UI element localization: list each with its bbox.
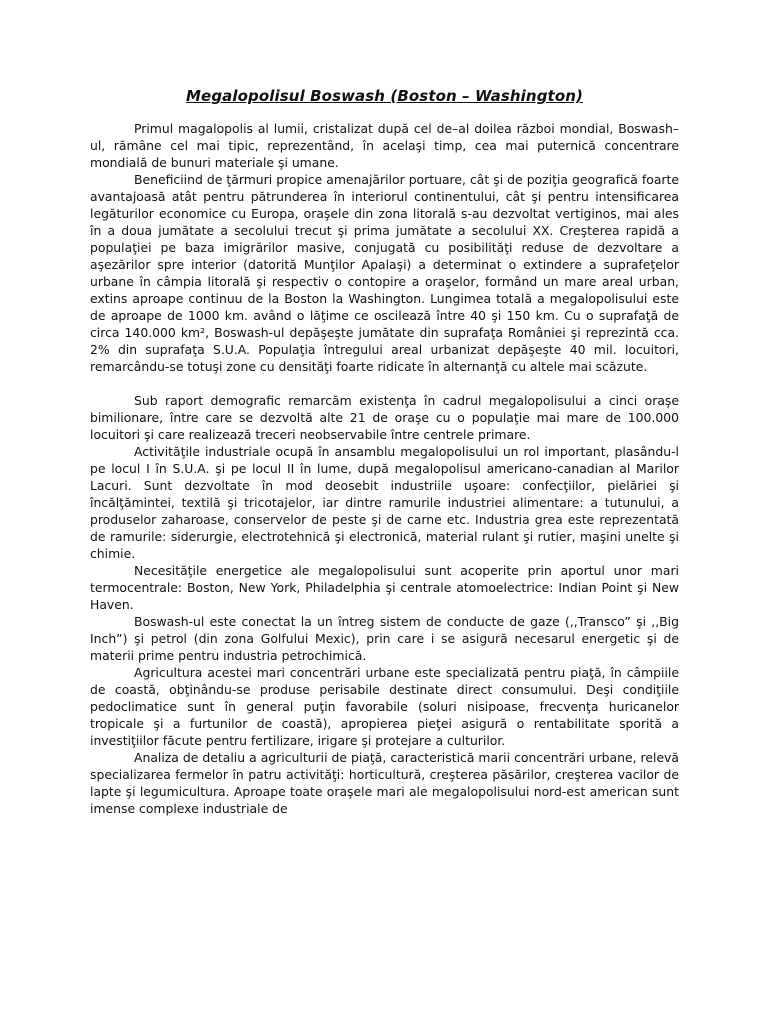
- paragraph-agriculture: Agricultura acestei mari concentrări urbane este specializată pentru piaţă, în câmpiile de coastă, obţinându-se produse perisabile destinate direct consumului. Deşi condiţiile pedoclimatice sunt în general puţin favorabile (soluri nisipoase, frecvenţa huricanelor tropicale şi a furtunilor de coastă), apropierea pieţei asigură o rentabilitate sporită a investiţiilor făcute pentru fertilizare, irigare şi protejare a culturilor.: [90, 665, 679, 748]
- paragraph-industry: Activităţile industriale ocupă în ansamblu megalopolisului un rol important, plasându-l pe locul I în S.U.A. şi pe locul II în lume, după megalopolisul americano-canadian al Marilor Lacuri. Sunt dezvoltate în mod deosebit industriile uşoare: confecţiilor, pielăriei şi încălţămintei, textilă şi tricotajelor, iar dintre ramurile industriei alimentare: a tutunului, a produselor zaharoase, conservelor de peste şi de carne etc. Industria grea este reprezentată de ramurile: siderurgie, electrotehnică şi electronică, material rulant şi rutier, maşini unelte şi chimie.: [90, 444, 679, 561]
- paragraph-intro: Primul magalopolis al lumii, cristalizat după cel de–al doilea război mondial, Boswash–ul, rămâne cel mai tipic, reprezentând, în acelaşi timp, cea mai puternică concentrare mondială de bunuri materiale şi umane.: [90, 121, 679, 170]
- paragraph-energy: Necesităţile energetice ale megalopolisului sunt acoperite prin aportul unor mari termocentrale: Boston, New York, Philadelphia şi centrale atomoelectrice: Indian Point şi New Haven.: [90, 563, 679, 612]
- document-title: Megalopolisul Boswash (Boston – Washington): [186, 87, 583, 105]
- paragraph-demography: Sub raport demografic remarcăm existenţa în cadrul megalopolisului a cinci oraşe bimilionare, între care se dezvoltă alte 21 de oraşe cu o populaţie mai mare de 100.000 locuitori şi care realizează treceri neobservabile între centrele primare.: [90, 393, 679, 442]
- document-page: [90, 88, 679, 817]
- paragraph-geography: Beneficiind de ţărmuri propice amenajărilor portuare, cât şi de poziţia geografică foarte avantajoasă atât pentru pătrunderea în interiorul continentului, cât şi pentru intensificarea legăturilor economice cu Europa, oraşele din zona litorală s-au dezvoltat vertiginos, mai ales în a doua jumătate a secolului trecut şi prima jumătate a secolului XX. Creşterea rapidă a populaţiei pe baza imigrărilor masive, conjugată cu posibilităţi reduse de dezvoltare a aşezărilor spre interior (datorită Munţilor Apalaşi) a determinat o extindere a suprafeţelor urbane în câmpia litorală şi respectiv o contopire a oraşelor, formând un mare areal urban, extins aproape continuu de la Boston la Washington. Lungimea totală a megalopolisului este de aproape de 1000 km. având o lăţime ce oscilează între 40 şi 150 km. Cu o suprafaţă de circa 140.000 km², Boswash-ul depăşeşte jumătate din suprafaţa României şi reprezintă cca. 2% din suprafaţa S.U.A. Populaţia întregului areal urbanizat depăşeşte 40 mil. locuitori, remarcându-se totuşi zone cu densităţi foarte ridicate în alternanţă cu altele mai scăzute.: [90, 172, 679, 374]
- paragraph-spacer: [90, 375, 679, 392]
- paragraph-pipelines: Boswash-ul este conectat la un întreg sistem de conducte de gaze (,,Transco” şi ,,Big Inch”) şi petrol (din zona Golfului Mexic), prin care i se asigură necesarul energetic şi de materii prime pentru industria petrochimică.: [90, 614, 679, 663]
- paragraph-market-analysis: Analiza de detaliu a agriculturii de piaţă, caracteristică marii concentrări urbane, relevă specializarea fermelor în patru activităţi: horticultură, creşterea păsărilor, creşterea vacilor de lapte şi legumicultura. Aproape toate oraşele mari ale megalopolisului nord-est american sunt imense complexe industriale de: [90, 750, 679, 816]
